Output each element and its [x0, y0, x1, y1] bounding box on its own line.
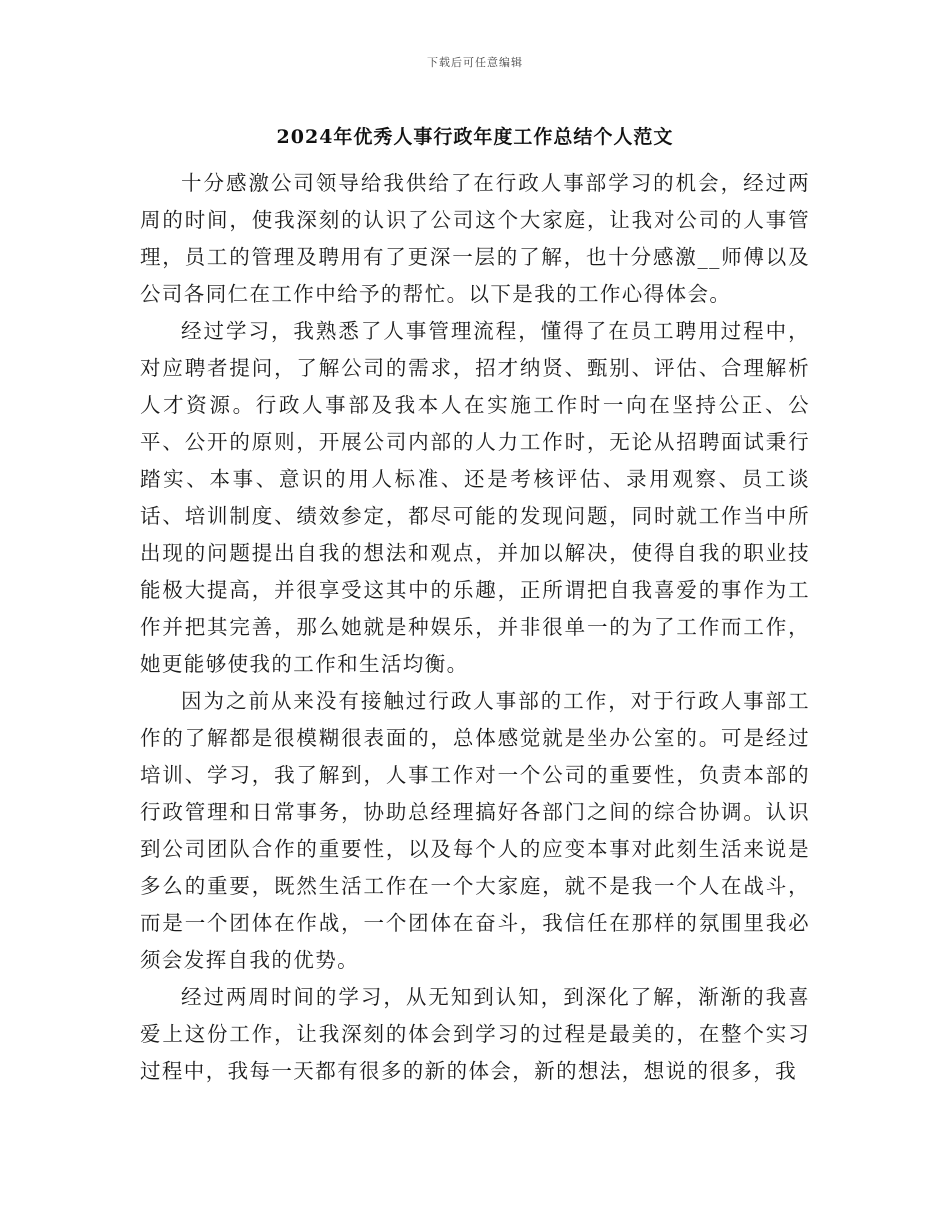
paragraph-1: 十分感激公司领导给我供给了在行政人事部学习的机会，经过两周的时间，使我深刻的认识了公司这个大家庭，让我对公司的人事管理，员工的管理及聘用有了更深一层的了解，也十分感激__师傅以及公司各同仁在工作中给予的帮忙。以下是我的工作心得体会。	[140, 171, 810, 306]
paragraph-4: 经过两周时间的学习，从无知到认知，到深化了解，渐渐的我喜爱上这份工作，让我深刻的体会到学习的过程是最美的，在整个实习过程中，我每一天都有很多的新的体会，新的想法，想说的很多，我	[140, 985, 810, 1083]
paragraph-3: 因为之前从来没有接触过行政人事部的工作，对于行政人事部工作的了解都是很模糊很表面的，总体感觉就是坐办公室的。可是经过培训、学习，我了解到，人事工作对一个公司的重要性，负责本部的行政管理和日常事务，协助总经理搞好各部门之间的综合协调。认识到公司团队合作的重要性，以及每个人的应变本事对此刻生活来说是多么的重要，既然生活工作在一个大家庭，就不是我一个人在战斗，而是一个团体在作战，一个团体在奋斗，我信任在那样的氛围里我必须会发挥自我的优势。	[140, 689, 810, 972]
document-title: 2024年优秀人事行政年度工作总结个人范文	[276, 126, 674, 148]
paragraph-2: 经过学习，我熟悉了人事管理流程，懂得了在员工聘用过程中，对应聘者提问，了解公司的需求，招才纳贤、甄别、评估、合理解析人才资源。行政人事部及我本人在实施工作时一向在坚持公正、公平、公开的原则，开展公司内部的人力工作时，无论从招聘面试秉行踏实、本事、意识的用人标准、还是考核评估、录用观察、员工谈话、培训制度、绩效参定，都尽可能的发现问题，同时就工作当中所出现的问题提出自我的想法和观点，并加以解决，使得自我的职业技能极大提高，并很享受这其中的乐趣，正所谓把自我喜爱的事作为工作并把其完善，那么她就是种娱乐，并非很单一的为了工作而工作，她更能够使我的工作和生活均衡。	[140, 319, 810, 676]
header-note: 下载后可任意编辑	[427, 56, 523, 69]
document-body	[140, 165, 810, 1090]
